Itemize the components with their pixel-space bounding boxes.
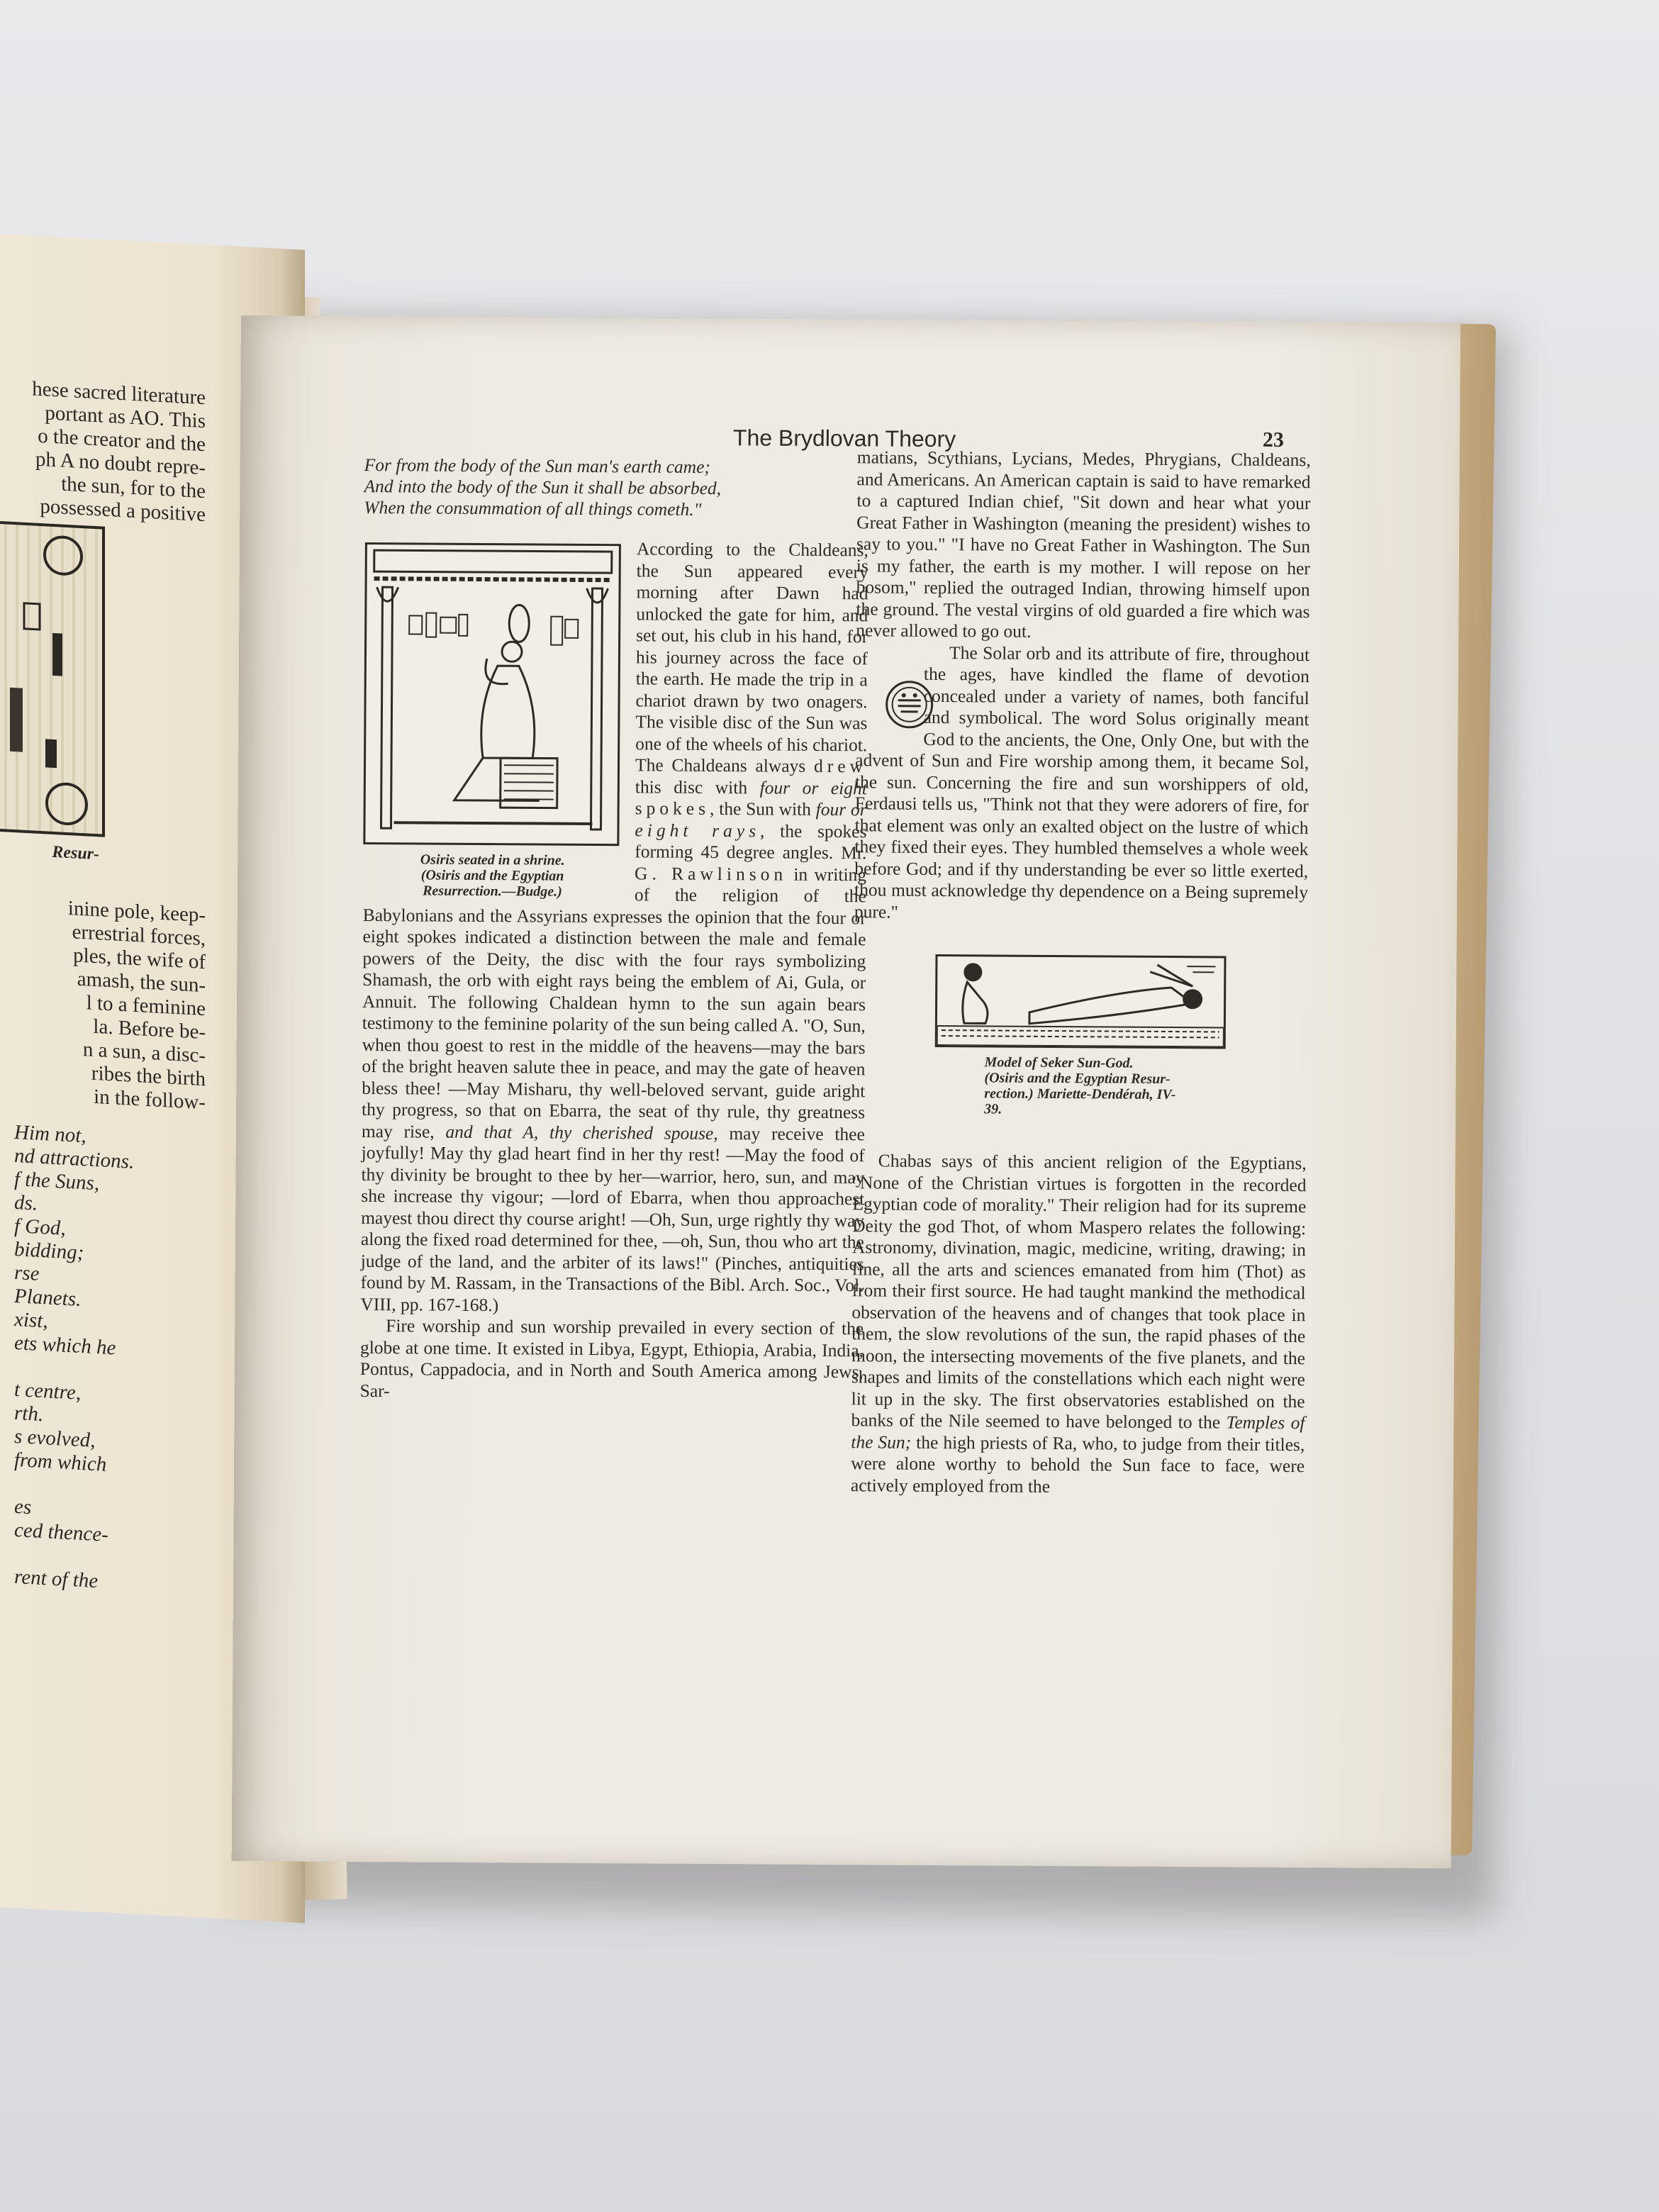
left-verse-line: f God,	[14, 1214, 66, 1240]
text-italic: and that A, thy cherished spouse,	[445, 1121, 718, 1144]
seker-sun-god-illustration	[937, 956, 1224, 1046]
page-number: 23	[1262, 428, 1285, 452]
caption-line: (Osiris and the Egyptian	[420, 867, 564, 884]
text-span: may receive thee joyfully! May thy glad heart find in her thy rest! —May the food of thy divinity be brought to thee by her—warrior, hero, sun, and may she increase thy vigour; —lord of Ebarra, when thou approachest mayest thou direct thy course aright! —Oh, Sun, urge rightly thy way along the fixed road determined for thee, —oh, Sun, thou who art the judge of the land, and the arbiter of its laws!" (Pinches, antiquities found by M. Rassam, in the Transactions of the Bibl. Arch. Soc., Vol. VIII, pp. 167-168.)	[360, 1122, 865, 1315]
figure-osiris-shrine	[363, 542, 624, 900]
left-line: ribes the birth	[91, 1061, 206, 1091]
text-span: the high priests of Ra, who, to judge from their titles, were alone worthy to behold the Sun face to face, were actively employed from the	[850, 1431, 1305, 1497]
shrine-illustration-frame	[363, 542, 621, 846]
left-verse-line: Him not,	[14, 1121, 86, 1148]
text-column-right	[851, 447, 1311, 1499]
text-italic: four or	[815, 798, 867, 820]
text-spaced: spokes	[635, 798, 710, 819]
text-span: According to the Chaldeans, the Sun appeared every morning after Dawn had unlocked the gate for him, and set out, his club in his hand, for his journey across the face of the earth. He made the trip in a chariot drawn by two onagers. The visible disc of the Sun was one of the wheels of his chariot. The Chaldeans always	[635, 538, 868, 776]
left-verse-line: s evolved,	[14, 1425, 96, 1453]
left-verse-line: ds.	[14, 1191, 38, 1215]
caption-line: (Osiris and the Egyptian Resur-	[984, 1070, 1171, 1088]
left-verse-line: ets which he	[14, 1331, 116, 1360]
text-span: , the Sun with	[709, 798, 816, 820]
seker-illustration-frame	[935, 954, 1227, 1049]
paragraph-chabas	[851, 1150, 1307, 1499]
left-line: the sun, for to the	[61, 472, 206, 503]
left-verse-line: xist,	[14, 1308, 48, 1333]
left-line: o the creator and the	[38, 424, 206, 457]
text-column-left	[364, 454, 868, 540]
epigraph-line: For from the body of the Sun man's earth came;	[364, 454, 711, 478]
paragraph-sarmatians: matians, Scythians, Lycians, Medes, Phrygians, Chaldeans, and Americans. An American captain is said to have remarked to a captured Indian chief, "Sit down and hear what your Great Father in Washington (meaning the president) wishes to say to you." "I have no Great Father in Washington. The Sun is my father, the earth is my mother. I will repose on her bosom," replied the outraged Indian, throwing himself upon the ground. The vestal virgins of old guarded a fire which was never allowed to go out.	[856, 447, 1311, 642]
left-page-text-top	[0, 375, 206, 527]
left-verse-line: es	[14, 1495, 32, 1519]
text-italic-spaced: eight rays	[635, 819, 761, 841]
caption-line: Resurrection.—Budge.)	[423, 883, 562, 900]
left-line: l to a feminine	[86, 991, 206, 1021]
caption-line: 39.	[984, 1101, 1002, 1117]
figure-caption-seker	[934, 1054, 1226, 1119]
left-line: in the follow-	[94, 1085, 206, 1115]
left-line: la. Before be-	[93, 1015, 206, 1044]
left-page-text-middle	[0, 893, 206, 1115]
left-verse-line: f the Suns,	[14, 1168, 100, 1195]
left-verse-line: nd attractions.	[14, 1144, 135, 1173]
text-span: , the spokes forming 45 degree angles. Mr.	[635, 820, 867, 864]
text-italic: four or eight	[759, 776, 867, 798]
left-line: hese sacred literature	[32, 377, 206, 410]
text-span: in writing of the religion of the Babylonians and the Assyrians expresses the opinion that the four or eight spokes indicated a distinction between the male and female powers of the Deity, the disc with the four rays symbolizing Shamash, the orb with eight rays being the emblem of Ai, Gula, or Annuit. The following Chaldean hymn to the sun again bears testimony to the feminine polarity of the sun being called A. "O, Sun, when thou goest to rest in the middle of the heavens—may the bars of the bright heaven salute thee in peace, and may the gate of heaven bless thee! —May Misharu, thy well-beloved servant, guide aright thy progress, so that on Ebarra, the seat of thy rule, thy greatness may rise,	[361, 864, 867, 1142]
text-span: The Solar orb and its attribute of fire, throughout the ages, have kindled the flame of devotion concealed under a variety of names, both fanciful and symbolical. The word Solus originally meant God to the ancients, the One, Only One, but with the advent of Sun and Fire worship among them, it became Sol, the sun. Concerning the fire and sun worshippers of old, Ferdausi tells us, "Think not that they were adorers of fire, for that element was only an exalted object on the lustre of which they fixed their eyes. They humbled themselves a whole week before God; and if thy understanding be ever so little exerted, thou must acknowledge thy dependence on a Being supremely pure."	[854, 642, 1310, 922]
left-verse-line: ced thence-	[14, 1519, 108, 1547]
left-verse-line: rth.	[14, 1402, 44, 1426]
left-line: ph A no doubt repre-	[35, 447, 206, 480]
figure-seker-sun-god	[934, 954, 1226, 1119]
text-italic: Temples of the Sun;	[851, 1412, 1305, 1453]
left-page-verse	[0, 1120, 142, 1595]
hieroglyph-panel-icon	[0, 524, 102, 834]
left-line: portant as AO. This	[45, 401, 206, 433]
running-head: The Brydlovan Theory	[732, 425, 956, 452]
left-verse-line: t centre,	[14, 1378, 81, 1404]
left-line: amash, the sun-	[77, 967, 206, 998]
left-page-illustration	[0, 520, 105, 837]
epigraph-line: And into the body of the Sun it shall be absorbed,	[364, 476, 722, 499]
osiris-shrine-illustration	[365, 544, 619, 844]
left-verse-line: rent of the	[14, 1565, 99, 1593]
left-verse-line: bidding;	[14, 1238, 84, 1265]
caption-line: Osiris seated in a shrine.	[420, 851, 565, 868]
left-column-body	[360, 537, 868, 1404]
text-spaced: drew	[813, 755, 868, 777]
left-page-caption: Resur-	[52, 842, 99, 864]
caption-line: rection.) Mariette-Dendérah, IV-	[984, 1085, 1176, 1103]
left-line: n a sun, a disc-	[82, 1038, 206, 1068]
epigraph	[364, 454, 868, 521]
caption-line: Model of Seker Sun-God.	[984, 1054, 1134, 1071]
left-line: errestrial forces,	[72, 920, 206, 951]
text-spaced: G. Rawlinson	[635, 862, 788, 885]
left-line: inine pole, keep-	[67, 897, 206, 927]
epigraph-line: When the consummation of all things cometh."	[364, 497, 702, 520]
text-span: Chabas says of this ancient religion of the Egyptians, "None of the Christian virtues is forgotten in the recorded Egyptian code of morality." Their religion had for its supreme Deity the god Thot, of whom Maspero relates the following: Astronomy, divination, magic, medicine, writing, drawing; in fine, all the arts and sciences emanated from him (Thot) as from their first source. He had taught mankind the methodical observation of the heavens and of changes that took place in them, the slow revolutions of the sun, the rapid phases of the moon, the intersecting movements of the five planets, and the shapes and limits of the constellations which each night were lit up in the sky. The first observatories established on the banks of the Nile seemed to have belonged to the	[851, 1150, 1307, 1433]
left-verse-line: rse	[14, 1261, 40, 1285]
left-verse-line: from which	[14, 1448, 107, 1476]
figure-caption-shrine	[363, 851, 622, 900]
left-verse-line: Planets.	[14, 1285, 82, 1311]
paragraph-solar-orb	[854, 642, 1309, 925]
text-span: this disc with	[635, 776, 760, 798]
left-line: ples, the wife of	[73, 944, 206, 974]
left-line: possessed a positive	[40, 494, 206, 527]
paragraph-fire-worship: Fire worship and sun worship prevailed in every section of the globe at one time. It existed in Libya, Egypt, Ethiopia, Arabia, India, Pontus, Cappadocia, and in North and South America among Jews, Sar-	[359, 1315, 864, 1401]
